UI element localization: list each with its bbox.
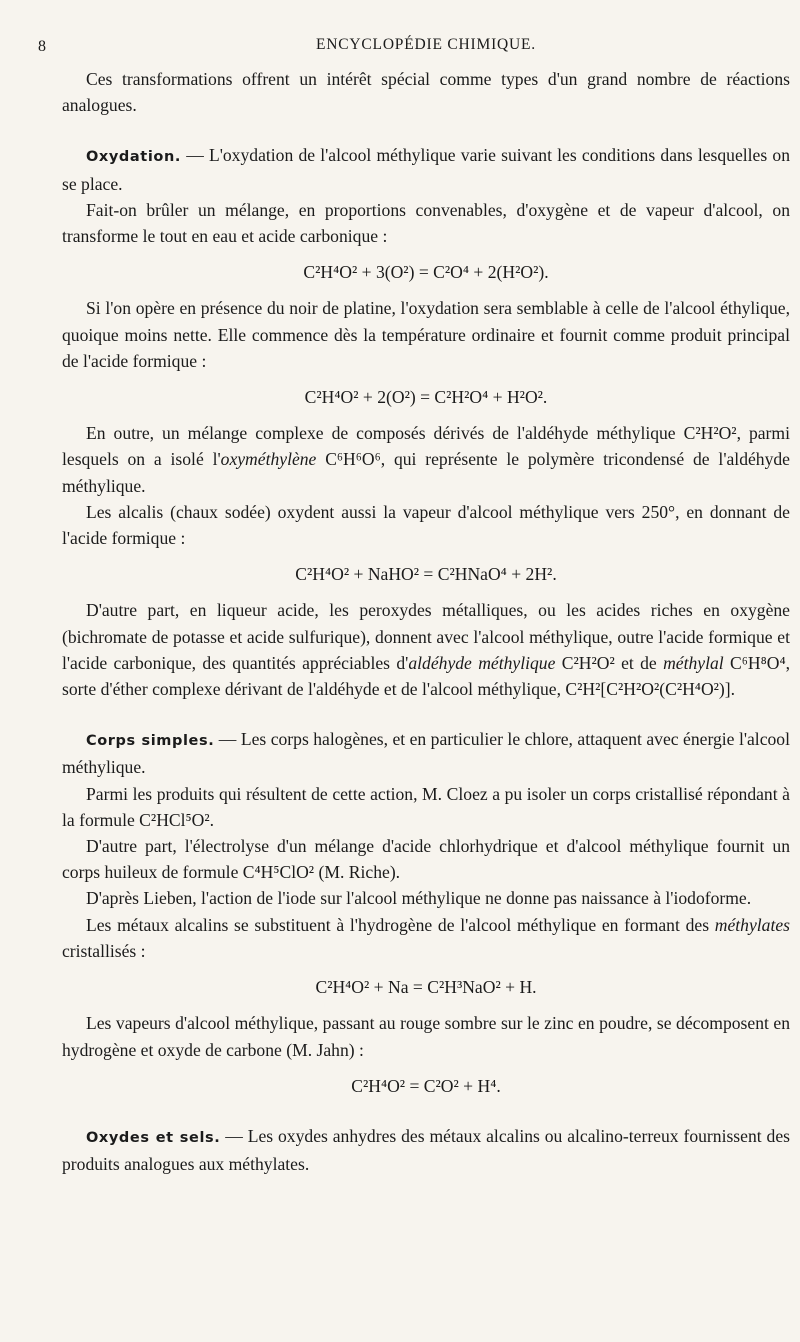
page-header (38, 26, 790, 66)
formula-methylate: C²H⁴O² + Na = C²H³NaO² + H. (315, 977, 537, 998)
corps-paragraph-5 (62, 912, 790, 964)
intro-paragraph: Ces transformations offrent un intérêt spécial comme types d'un grand nombre de réactions analogues. (62, 69, 790, 116)
paragraph-text: — Les corps halogènes, et en particulier le chlore, attaquent avec énergie l'alcool méthylique. (62, 729, 790, 778)
oxydes-paragraph-1 (62, 1123, 790, 1177)
formula-zinc: C²H⁴O² = C²O² + H⁴. (351, 1075, 501, 1096)
oxydation-paragraph-5: Les alcalis (chaux sodée) oxydent aussi la vapeur d'alcool méthylique vers 250°, en donnant de l'acide formique : (62, 501, 790, 549)
paragraph-text: En outre, un mélange complexe de composés dérivés de l'aldéhyde méthylique C²H²O², parmi lesquels on a isolé l' (62, 423, 790, 470)
section-heading: Oxydation. (86, 149, 181, 166)
section-oxydation (62, 142, 790, 702)
formula-combustion: C²H⁴O² + 3(O²) = C²O⁴ + 2(H²O²). (303, 262, 549, 283)
oxydation-paragraph-3: Si l'on opère en présence du noir de platine, l'oxydation sera semblable à celle de l'alcool éthylique, quoique moins nette. Elle commence dès la température ordinaire et fournit comme produit principal de l'acide formique : (62, 298, 790, 371)
oxydation-paragraph-4 (62, 420, 790, 499)
paragraph-text: cristallisés : (62, 940, 146, 961)
oxydation-paragraph-1 (62, 142, 790, 196)
corps-paragraph-3: D'autre part, l'électrolyse d'un mélange d'acide chlorhydrique et d'alcool méthylique fournit un corps huileux de formule C⁴H⁵ClO² (M. Riche). (62, 836, 790, 883)
paragraph-text: Les métaux alcalins se substituent à l'hydrogène de l'alcool méthylique en formant des (86, 914, 715, 935)
italic-term: aldéhyde méthylique (408, 652, 556, 673)
formula-platine: C²H⁴O² + 2(O²) = C²H²O⁴ + H²O². (304, 387, 548, 408)
paragraph-text: — L'oxydation de l'alcool méthylique varie suivant les conditions dans lesquelles on se place. (62, 145, 790, 194)
oxydation-paragraph-2: Fait-on brûler un mélange, en proportions convenables, d'oxygène et de vapeur d'alcool, on transforme le tout en eau et acide carbonique : (62, 199, 790, 247)
corps-paragraph-6: Les vapeurs d'alcool méthylique, passant au rouge sombre sur le zinc en poudre, se décomposent en hydrogène et oxyde de carbone (M. Jahn) : (62, 1013, 790, 1060)
page-number: 8 (38, 38, 46, 55)
formula-alcalis: C²H⁴O² + NaHO² = C²HNaO⁴ + 2H². (295, 564, 557, 585)
paragraph-text: — Les oxydes anhydres des métaux alcalins ou alcalino-terreux fournissent des produits analogues aux méthylates. (62, 1125, 790, 1175)
page (38, 26, 790, 1177)
paragraph-text: D'autre part, en liqueur acide, les peroxydes métalliques, ou les acides riches en oxygène (bichromate de potasse et acide sulfurique), donnent avec l'alcool méthylique, outre l'acide formique et l'acide carbonique, des quantités appréciables d' (62, 600, 790, 673)
paragraph-text: C²H²O² et de (555, 652, 664, 673)
corps-paragraph-2: Parmi les produits qui résultent de cette action, M. Cloez a pu isoler un corps cristallisé répondant à la formule C²HCl⁵O². (62, 783, 790, 830)
paragraph-text: C⁶H⁶O⁶, qui représente le polymère tricondensé de l'aldéhyde méthylique. (62, 449, 790, 496)
italic-term: oxyméthylène (220, 449, 317, 470)
running-head: ENCYCLOPÉDIE CHIMIQUE. (316, 36, 536, 53)
section-oxydes-sels (62, 1123, 790, 1177)
section-corps-simples (62, 726, 790, 1099)
italic-term: méthylal (663, 652, 724, 673)
oxydation-paragraph-6 (62, 597, 790, 702)
italic-term: méthylates (714, 914, 790, 935)
section-heading: Corps simples. (86, 733, 215, 750)
corps-paragraph-1 (62, 726, 790, 780)
section-heading: Oxydes et sels. (86, 1129, 221, 1146)
corps-paragraph-4: D'après Lieben, l'action de l'iode sur l'alcool méthylique ne donne pas naissance à l'iodoforme. (86, 888, 752, 909)
paragraph-text: C⁶H⁸O⁴, sorte d'éther complexe dérivant de l'aldéhyde et de l'alcool méthylique, C²H²[C²H²O²(C²H⁴O²)]. (62, 652, 790, 700)
